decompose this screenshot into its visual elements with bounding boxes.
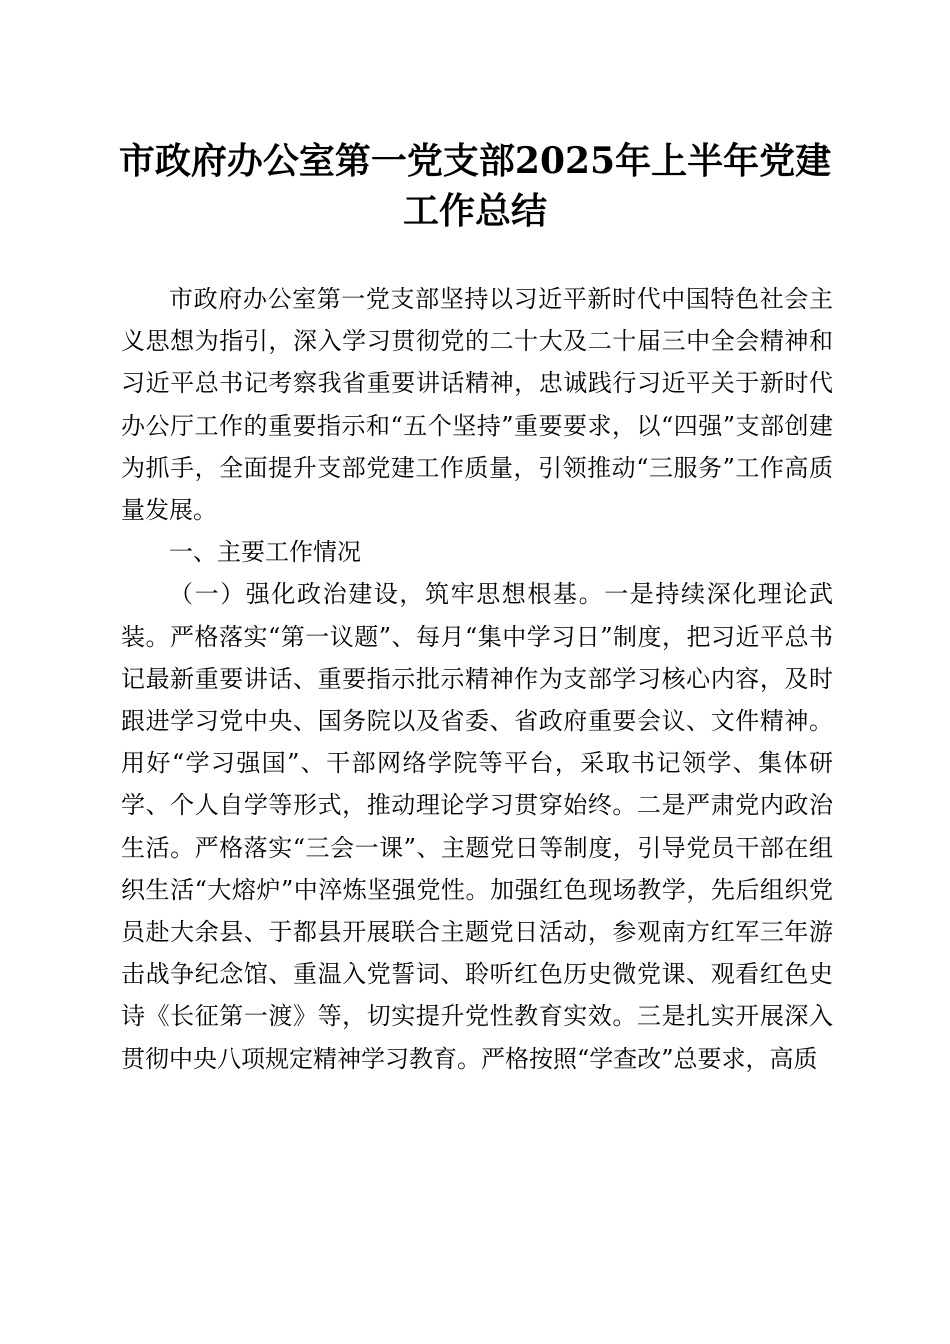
section-heading-main-work: 一、主要工作情况 [169,538,361,567]
document-body [121,278,833,1080]
intro-paragraph: 市政府办公室第一党支部坚持以习近平新时代中国特色社会主义思想为指引，深入学习贯彻党的二十大及二十届三中全会精神和习近平总书记考察我省重要讲话精神，忠诚践行习近平关于新时代办公厅工作的重要指示和“五个坚持”重要要求，以“四强”支部创建为抓手，全面提升支部党建工作质量，引领推动“三服务”工作高质量发展。 [121,285,833,525]
subsection-body: 一是持续深化理论武装。严格落实“第一议题”、每月“集中学习日”制度，把习近平总书记最新重要讲话、重要指示批示精神作为支部学习核心内容，及时跟进学习党中央、国务院以及省委、省政府重要会议、文件精神。用好“学习强国”、干部网络学院等平台，采取书记领学、集体研学、个人自学等形式，推动理论学习贯穿始终。二是严肃党内政治生活。严格落实“三会一课”、主题党日等制度，引导党员干部在组织生活“大熔炉”中淬炼坚强党性。加强红色现场教学，先后组织党员赴大余县、于都县开展联合主题党日活动，参观南方红军三年游击战争纪念馆、重温入党誓词、聆听红色历史微党课、观看红色史诗《长征第一渡》等，切实提升党性教育实效。三是扎实开展深入贯彻中央八项规定精神学习教育。严格按照“学查改”总要求，高质 [121,580,834,1073]
subsection-paragraph-political-building [121,573,833,1079]
document-title-line-2: 工作总结 [402,190,547,232]
document-title [110,136,840,236]
subsection-lead: （一）强化政治建设，筑牢思想根基。 [169,580,605,609]
document-title-line-1: 市政府办公室第一党支部2025年上半年党建 [118,140,832,182]
